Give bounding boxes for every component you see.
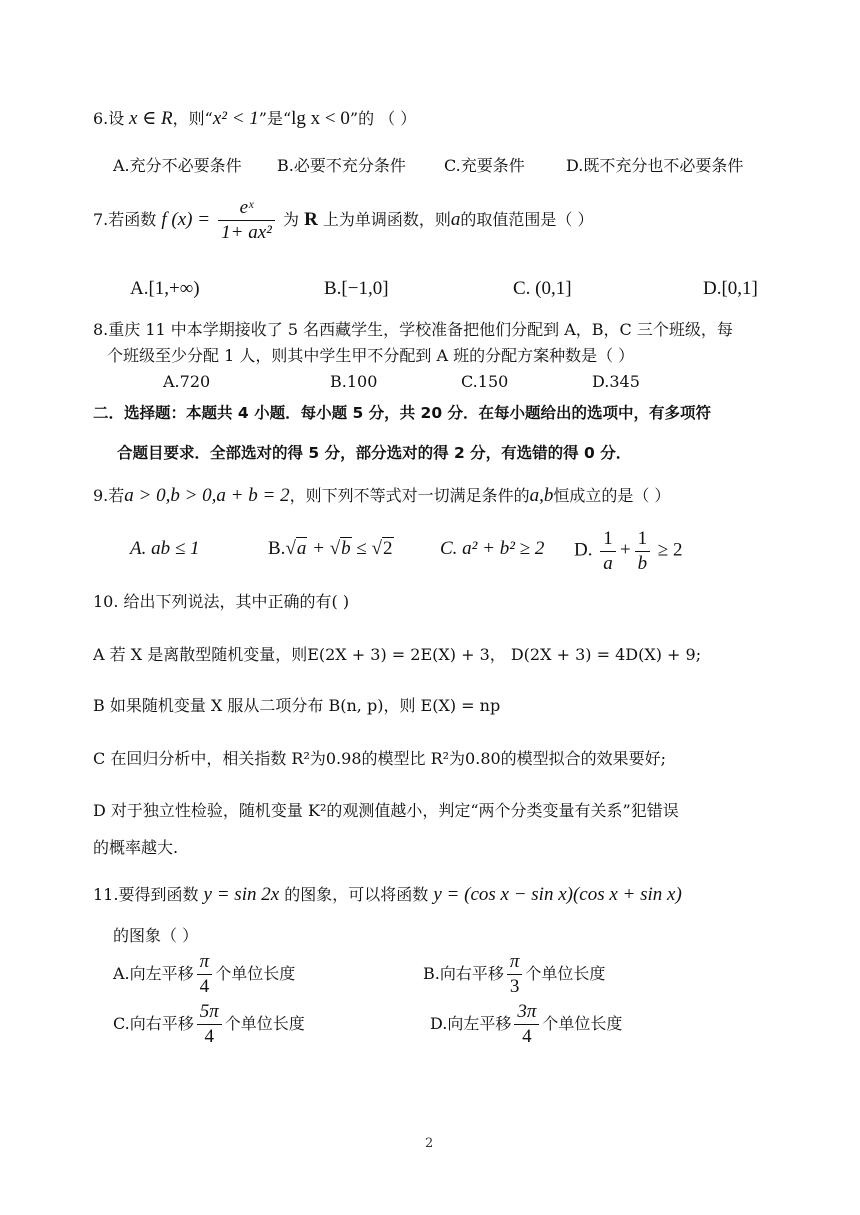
q7-option-b: B.[−1,0] xyxy=(324,278,389,299)
q9-option-c: C. a² + b² ≥ 2 xyxy=(440,538,545,559)
q8-line2: 个班级至少分配 1 人，则其中学生甲不分配到 A 班的分配方案种数是（ ） xyxy=(107,346,635,365)
q7-option-d: D.[0,1] xyxy=(703,278,758,299)
q11-stem-line2: 的图象（ ） xyxy=(113,926,199,945)
q10-statement-a: A 若 X 是离散型随机变量，则E(2X + 3) = 2E(X) + 3， D(2X + 3) = 4D(X) + 9; xyxy=(93,645,702,664)
q7-fraction: $\frac{\text{eˣ}}{\text{1+ ax²}}$ xyxy=(218,196,275,245)
q6-option-b: B.必要不充分条件 xyxy=(277,156,406,175)
q6-option-d: D.既不充分也不必要条件 xyxy=(566,156,744,175)
q6-option-c: C.充要条件 xyxy=(444,156,525,175)
q10-statement-b: B 如果随机变量 X 服从二项分布 B(n, p)，则 E(X) = np xyxy=(93,696,501,715)
q6-stem: 6.设 x ∈ R，则“x² < 1”是“lg x < 0”的 （ ） xyxy=(93,108,417,129)
q10-stem: 10. 给出下列说法，其中正确的有( ) xyxy=(93,592,350,611)
q8-line1: 8.重庆 11 中本学期接收了 5 名西藏学生，学校准备把他们分配到 A，B，C 三个班级，每 xyxy=(93,320,733,339)
page-number: 2 xyxy=(425,1136,434,1151)
section2-line1: 二．选择题：本题共 4 小题．每小题 5 分，共 20 分．在每小题给出的选项中，有多项符 xyxy=(93,404,712,422)
q9-option-d: D. $\frac{1}{a}$ + $\frac{1}{b}$ ≥ 2 xyxy=(574,528,683,574)
q6-option-a: A.充分不必要条件 xyxy=(113,156,242,175)
q9-option-a: A. ab ≤ 1 xyxy=(130,538,200,559)
q8-option-c: C.150 xyxy=(461,372,509,391)
q7-stem: 7.若函数 f (x) = $\frac{\text{eˣ}}{\text{1+ ax²}}$ 为 R 上为单调函数，则a的取值范围是（ ） xyxy=(93,197,594,243)
q7-option-a: A.[1,+∞) xyxy=(130,278,200,299)
q9-option-b: B.√a + √b ≤ √2 xyxy=(268,538,393,559)
section2-line2: 合题目要求．全部选对的得 5 分，部分选对的得 2 分，有选错的得 0 分． xyxy=(117,444,632,462)
q11-stem: 11.要得到函数 y = sin 2x 的图象，可以将函数 y = (cos x − sin x)(cos x + sin x) xyxy=(93,884,682,905)
q8-option-d: D.345 xyxy=(592,372,640,391)
q8-option-a: A.720 xyxy=(163,372,211,391)
q11-option-a: A.向左平移 $\frac{\pi}{4}$ 个单位长度 xyxy=(113,951,296,997)
q11-option-c: C.向右平移 $\frac{5\pi}{4}$ 个单位长度 xyxy=(113,1001,305,1047)
q9-stem: 9.若a > 0,b > 0,a + b = 2，则下列不等式对一切满足条件的a,b恒成立的是（ ） xyxy=(93,485,671,506)
q11-option-b: B.向右平移 $\frac{\pi}{3}$ 个单位长度 xyxy=(423,951,606,997)
q11-option-d: D.向左平移 $\frac{3\pi}{4}$ 个单位长度 xyxy=(430,1001,623,1047)
q10-statement-c: C 在回归分析中，相关指数 R²为0.98的模型比 R²为0.80的模型拟合的效果要好; xyxy=(93,749,667,768)
q8-option-b: B.100 xyxy=(330,372,378,391)
q7-option-c: C. (0,1] xyxy=(513,278,572,299)
q10-statement-d-line1: D 对于独立性检验，随机变量 K²的观测值越小，判定“两个分类变量有关系”犯错误 xyxy=(93,801,679,820)
q10-statement-d-line2: 的概率越大. xyxy=(93,838,179,857)
